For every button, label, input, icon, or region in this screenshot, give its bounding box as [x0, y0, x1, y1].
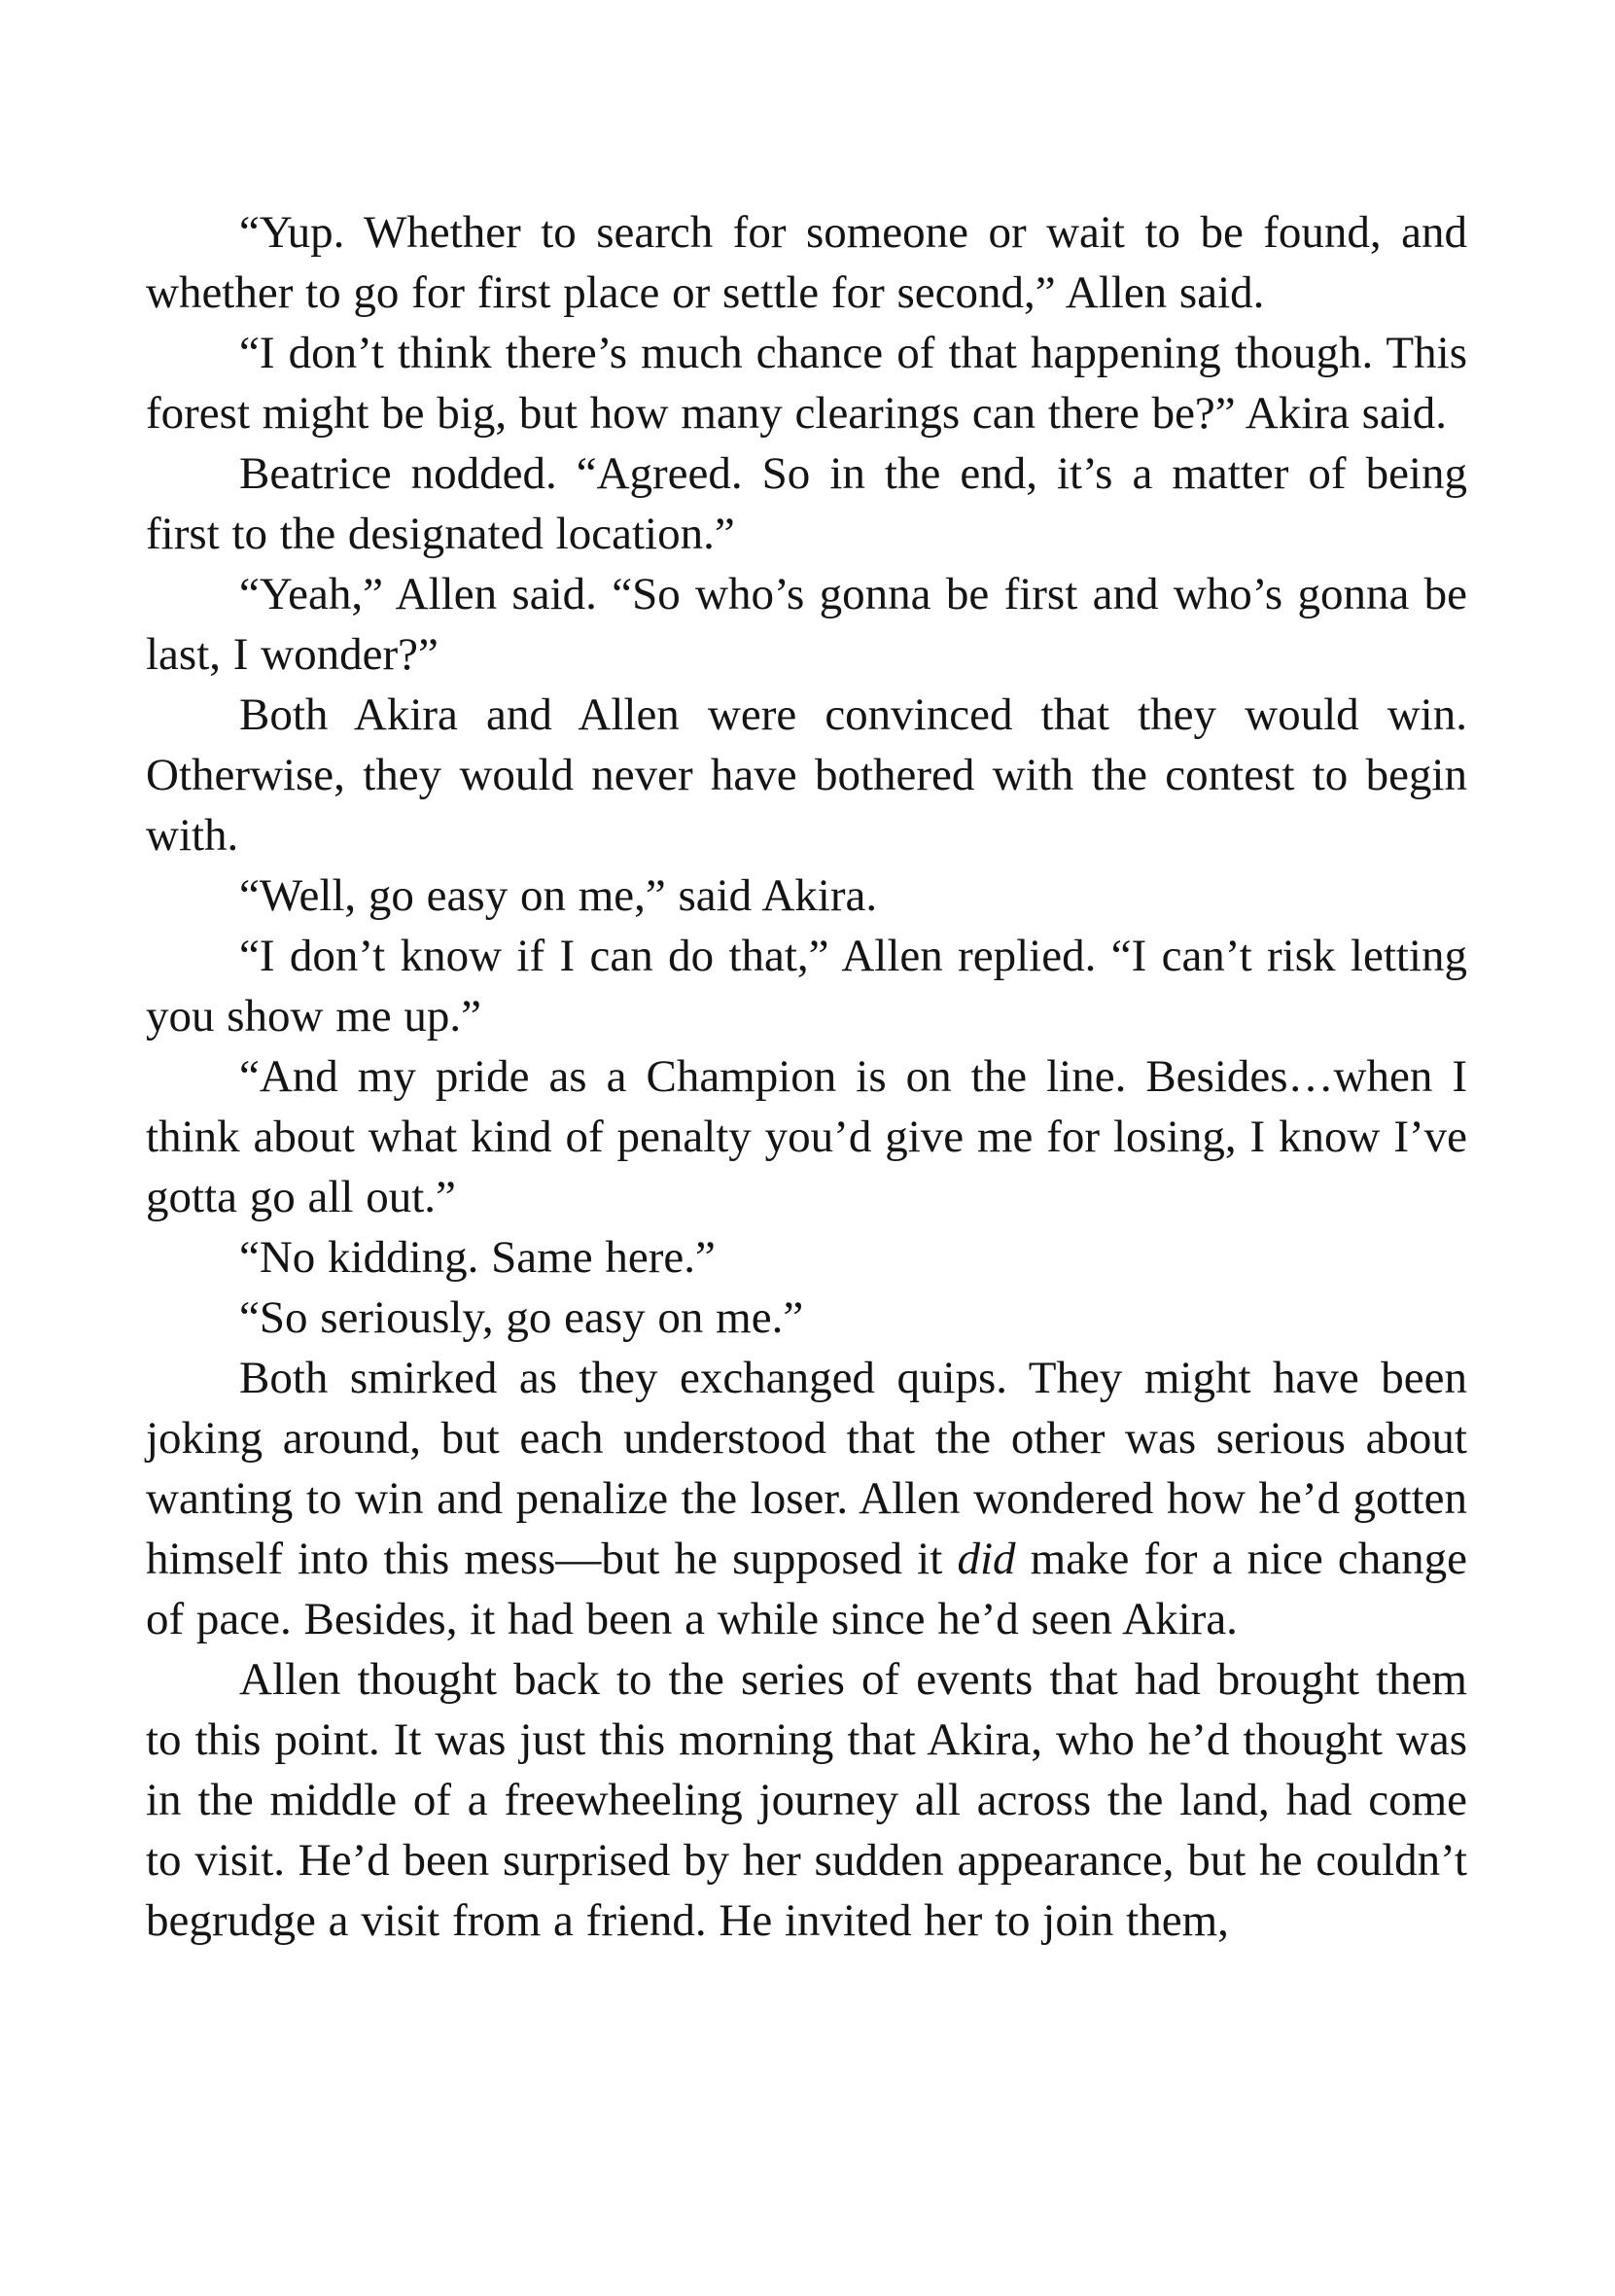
paragraph: Both Akira and Allen were convinced that they would win. Otherwise, they would never have bothered with the contest to begin with. [146, 689, 1467, 861]
page-text [146, 202, 1467, 1951]
paragraph: Allen thought back to the series of events that had brought them to this point. It was just this morning that Akira, who he’d thought was in the middle of a freewheeling journey all across the land, had come to visit. He’d been surprised by her sudden appearance, but he couldn’t begrudge a visit from a friend. He invited her to join them, [146, 1654, 1467, 1946]
paragraph: Beatrice nodded. “Agreed. So in the end, it’s a matter of being first to the designated location.” [146, 448, 1467, 559]
paragraph-italic-text: did [957, 1534, 1016, 1584]
paragraph: “I don’t think there’s much chance of that happening though. This forest might be big, but how many clearings can there be?” Akira said. [146, 328, 1467, 439]
paragraph: “So seriously, go easy on me.” [239, 1292, 804, 1343]
paragraph: “Well, go easy on me,” said Akira. [239, 870, 878, 921]
paragraph: “I don’t know if I can do that,” Allen replied. “I can’t risk letting you show me up.” [146, 931, 1467, 1042]
paragraph: “Yeah,” Allen said. “So who’s gonna be first and who’s gonna be last, I wonder?” [146, 569, 1467, 680]
paragraph: “And my pride as a Champion is on the line. Besides…when I think about what kind of penalty you’d give me for losing, I know I’ve gotta go all out.” [146, 1051, 1467, 1222]
paragraph-text: make for a nice change of pace. Besides, it had been a while since he’d seen Akira. [146, 1534, 1467, 1644]
paragraph [146, 1348, 1467, 1649]
paragraph: “No kidding. Same here.” [239, 1232, 716, 1283]
paragraph: “Yup. Whether to search for someone or wait to be found, and whether to go for first place or settle for second,” Allen said. [146, 207, 1467, 318]
paragraph-text: Both smirked as they exchanged quips. They might have been joking around, but each understood that the other was serious about wanting to win and penalize the loser. Allen wondered how he’d gotten himself into this mess—but he supposed it [146, 1353, 1467, 1584]
